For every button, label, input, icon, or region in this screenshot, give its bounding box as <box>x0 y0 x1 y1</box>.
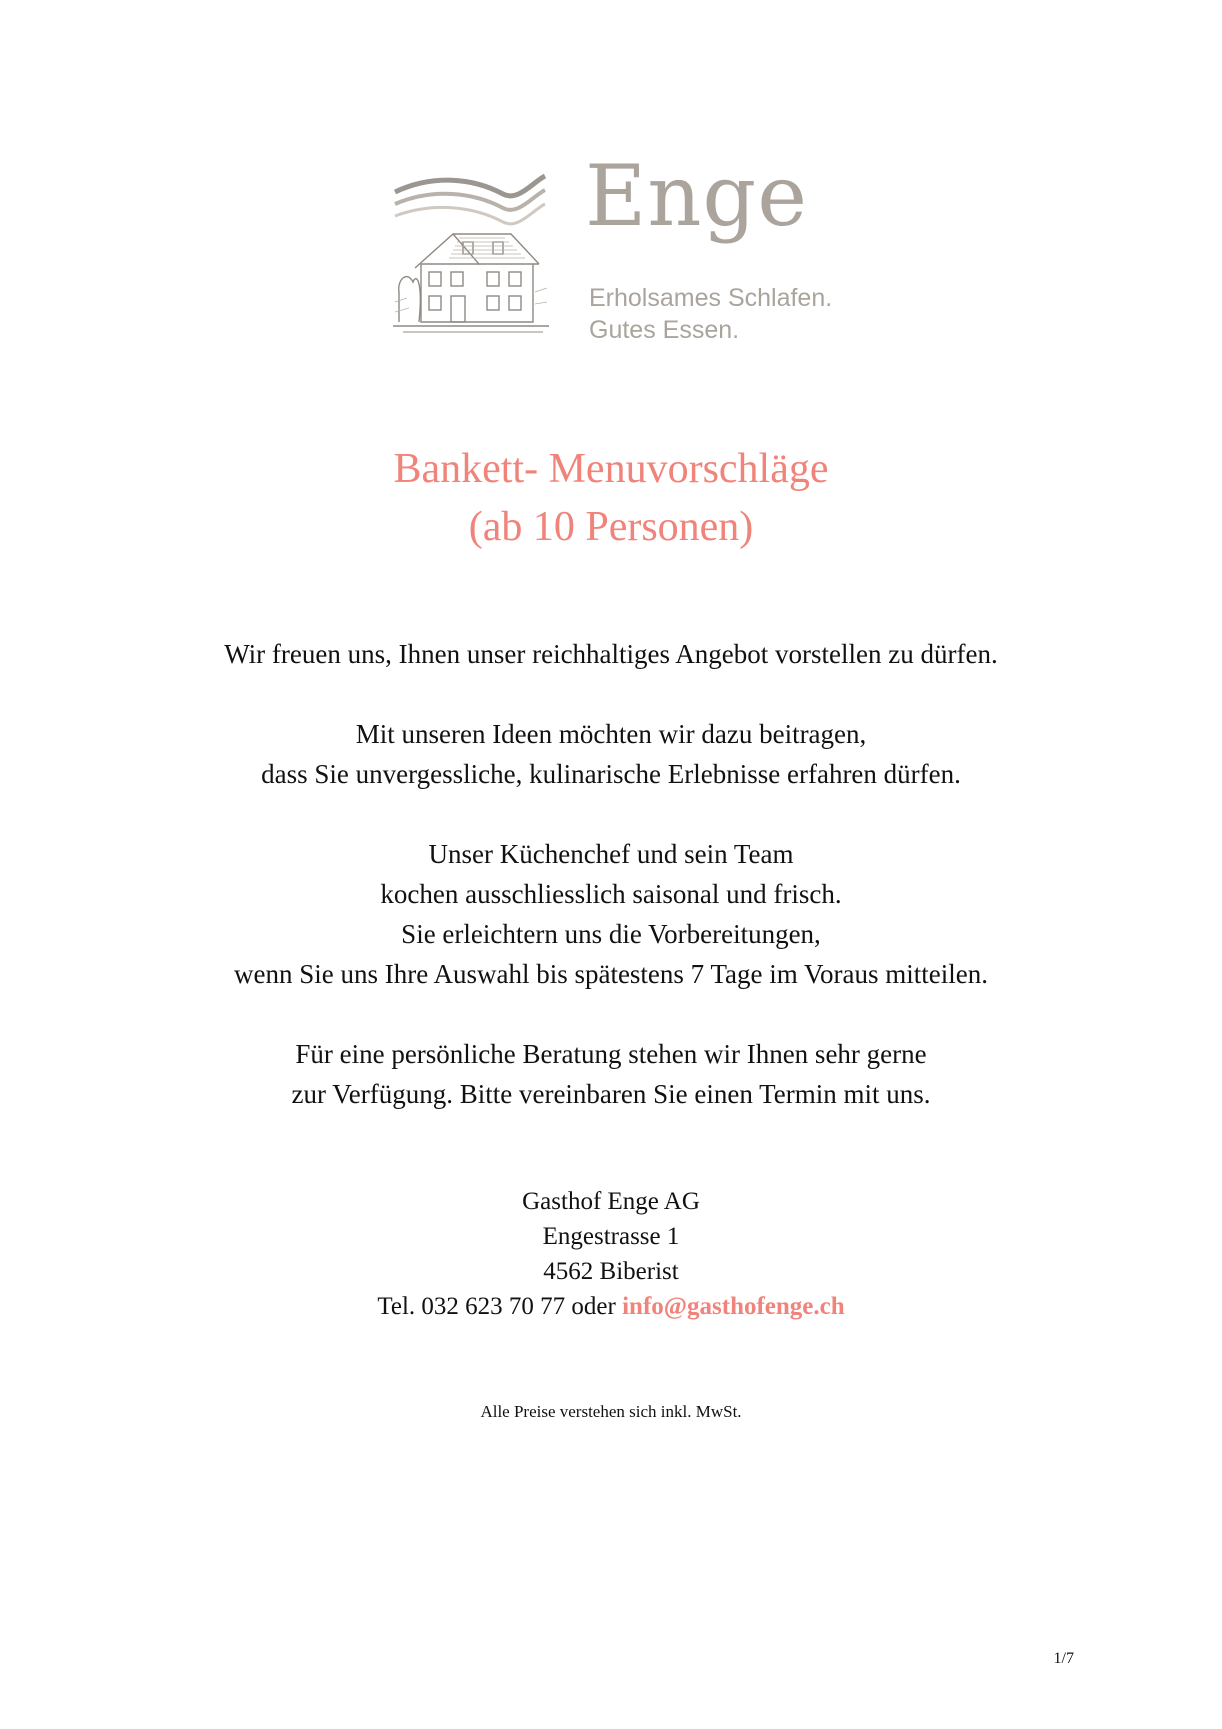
page-title <box>0 440 1222 556</box>
logo-name: Enge <box>585 147 808 245</box>
email-link[interactable]: info@gasthofenge.ch <box>622 1293 845 1320</box>
house-sketch-icon <box>393 172 549 334</box>
logo <box>393 147 853 348</box>
logo-tagline-line2: Gutes Essen. <box>589 316 740 344</box>
intro-line: kochen ausschliesslich saisonal und frisch. <box>380 879 842 909</box>
logo-tagline <box>589 282 832 346</box>
intro-line: zur Verfügung. Bitte vereinbaren Sie einen Termin mit uns. <box>291 1079 931 1109</box>
page-title-line2: (ab 10 Personen) <box>468 504 754 550</box>
intro-paragraph-2 <box>0 714 1222 794</box>
intro-line: dass Sie unvergessliche, kulinarische Erlebnisse erfahren dürfen. <box>261 759 961 789</box>
intro-paragraph-1 <box>0 634 1222 674</box>
intro-paragraph-3 <box>0 834 1222 994</box>
intro-text <box>0 634 1222 1154</box>
city-address: 4562 Biberist <box>543 1258 679 1285</box>
street-address: Engestrasse 1 <box>542 1223 680 1250</box>
logo-tagline-line1: Erholsames Schlafen. <box>589 284 833 312</box>
intro-line: Unser Küchenchef und sein Team <box>428 839 794 869</box>
company-name: Gasthof Enge AG <box>522 1188 700 1215</box>
address-block <box>0 1184 1222 1324</box>
intro-line: Wir freuen uns, Ihnen unser reichhaltiges Angebot vorstellen zu dürfen. <box>224 639 998 669</box>
page-title-line1: Bankett- Menuvorschläge <box>393 446 829 492</box>
intro-line: Mit unseren Ideen möchten wir dazu beitragen, <box>355 719 867 749</box>
vat-note: Alle Preise verstehen sich inkl. MwSt. <box>480 1402 742 1421</box>
intro-paragraph-4 <box>0 1034 1222 1114</box>
page-number: 1/7 <box>1053 1650 1074 1667</box>
phone-text: Tel. 032 623 70 77 oder <box>377 1293 616 1320</box>
intro-line: wenn Sie uns Ihre Auswahl bis spätestens 7 Tage im Voraus mitteilen. <box>233 959 989 989</box>
contact-line <box>0 1289 1222 1324</box>
intro-line: Sie erleichtern uns die Vorbereitungen, <box>401 919 821 949</box>
intro-line: Für eine persönliche Beratung stehen wir Ihnen sehr gerne <box>295 1039 927 1069</box>
